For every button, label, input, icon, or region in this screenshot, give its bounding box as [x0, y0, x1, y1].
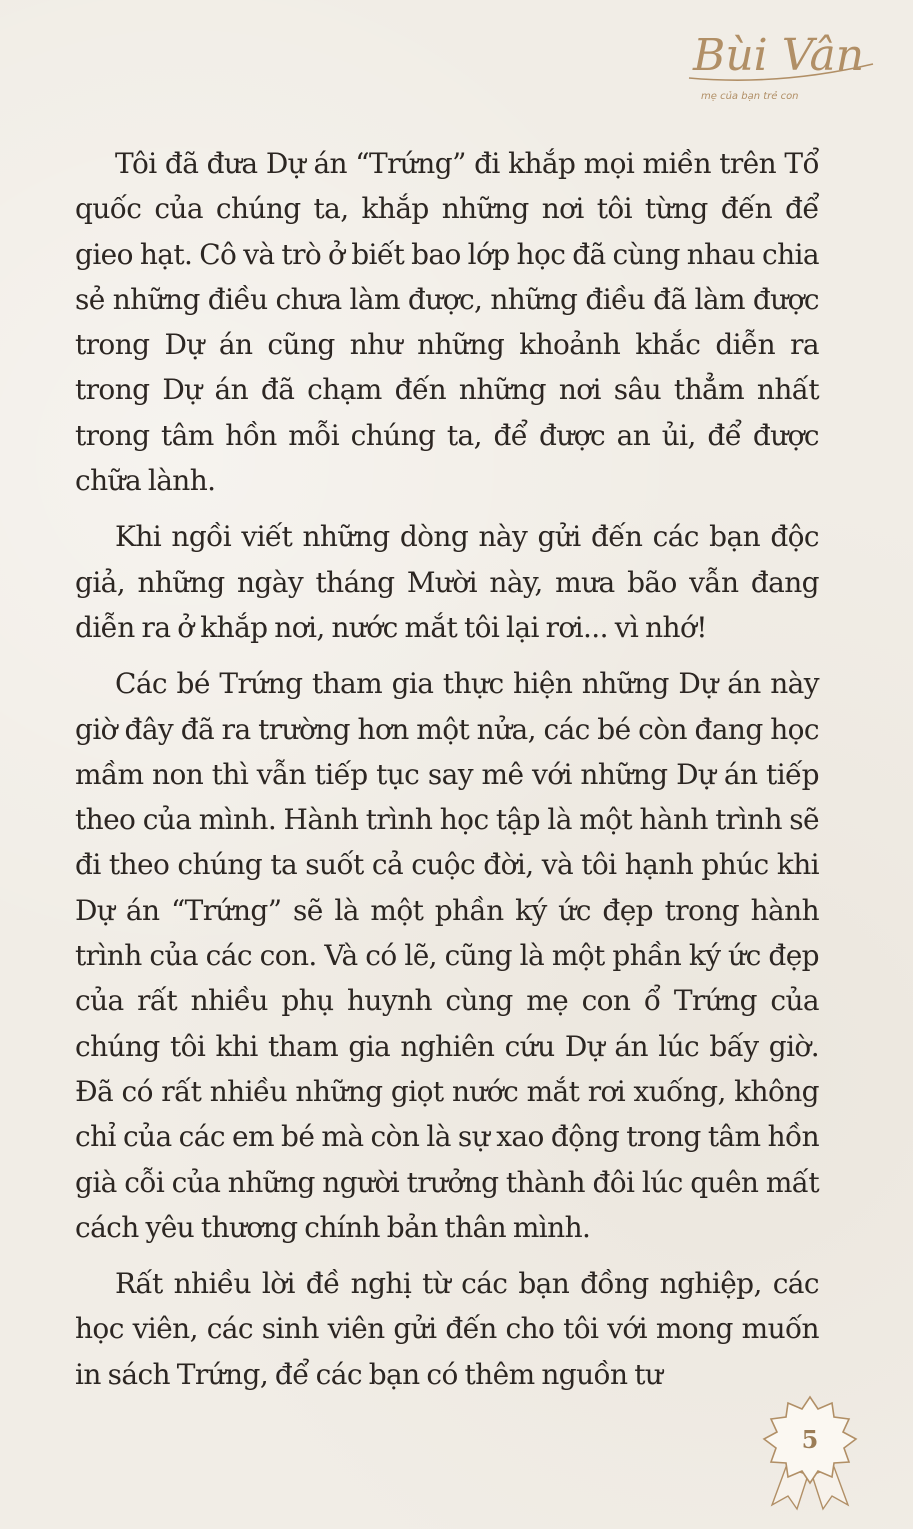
author-signature — [655, 8, 885, 108]
paragraph-2: Khi ngồi viết những dòng này gửi đến các bạn độc giả, những ngày tháng Mười này, mưa bão vẫn đang diễn ra ở khắp nơi, nước mắt tôi lại rơi... vì nhớ! — [75, 520, 819, 644]
page-body — [75, 141, 819, 1408]
paragraph-4: Rất nhiều lời đề nghị từ các bạn đồng nghiệp, các học viên, các sinh viên gửi đến cho tôi với mong muốn in sách Trứng, để các bạn có thêm nguồn tư — [75, 1267, 819, 1391]
signature-graphic — [655, 8, 885, 108]
page-number-badge — [760, 1393, 870, 1511]
paragraph-3: Các bé Trứng tham gia thực hiện những Dự án này giờ đây đã ra trường hơn một nửa, các bé còn đang học mầm non thì vẫn tiếp tục say mê với những Dự án tiếp theo của mình. Hành trình học tập là một hành trình sẽ đi theo chúng ta suốt cả cuộc đời, và tôi hạnh phúc khi Dự án “Trứng” sẽ là một phần ký ức đẹp trong hành trình của các con. Và có lẽ, cũng là một phần ký ức đẹp của rất nhiều phụ huynh cùng mẹ con ổ Trứng của chúng tôi khi tham gia nghiên cứu Dự án lúc bấy giờ. Đã có rất nhiều những giọt nước mắt rơi xuống, không chỉ của các em bé mà còn là sự xao động trong tâm hồn già cỗi của những người trưởng thành đôi lúc quên mất cách yêu thương chính bản thân mình. — [75, 667, 819, 1244]
signature-name: Bùi Vân — [693, 30, 865, 81]
paragraph-1: Tôi đã đưa Dự án “Trứng” đi khắp mọi miền trên Tổ quốc của chúng ta, khắp những nơi tôi từng đến để gieo hạt. Cô và trò ở biết bao lớp học đã cùng nhau chia sẻ những điều chưa làm được, những điều đã làm được trong Dự án cũng như những khoảnh khắc diễn ra trong Dự án đã chạm đến những nơi sâu thẳm nhất trong tâm hồn mỗi chúng ta, để được an ủi, để được chữa lành. — [75, 147, 819, 498]
signature-tagline: mẹ của bạn trẻ con — [701, 91, 799, 102]
page-number: 5 — [801, 1425, 819, 1454]
